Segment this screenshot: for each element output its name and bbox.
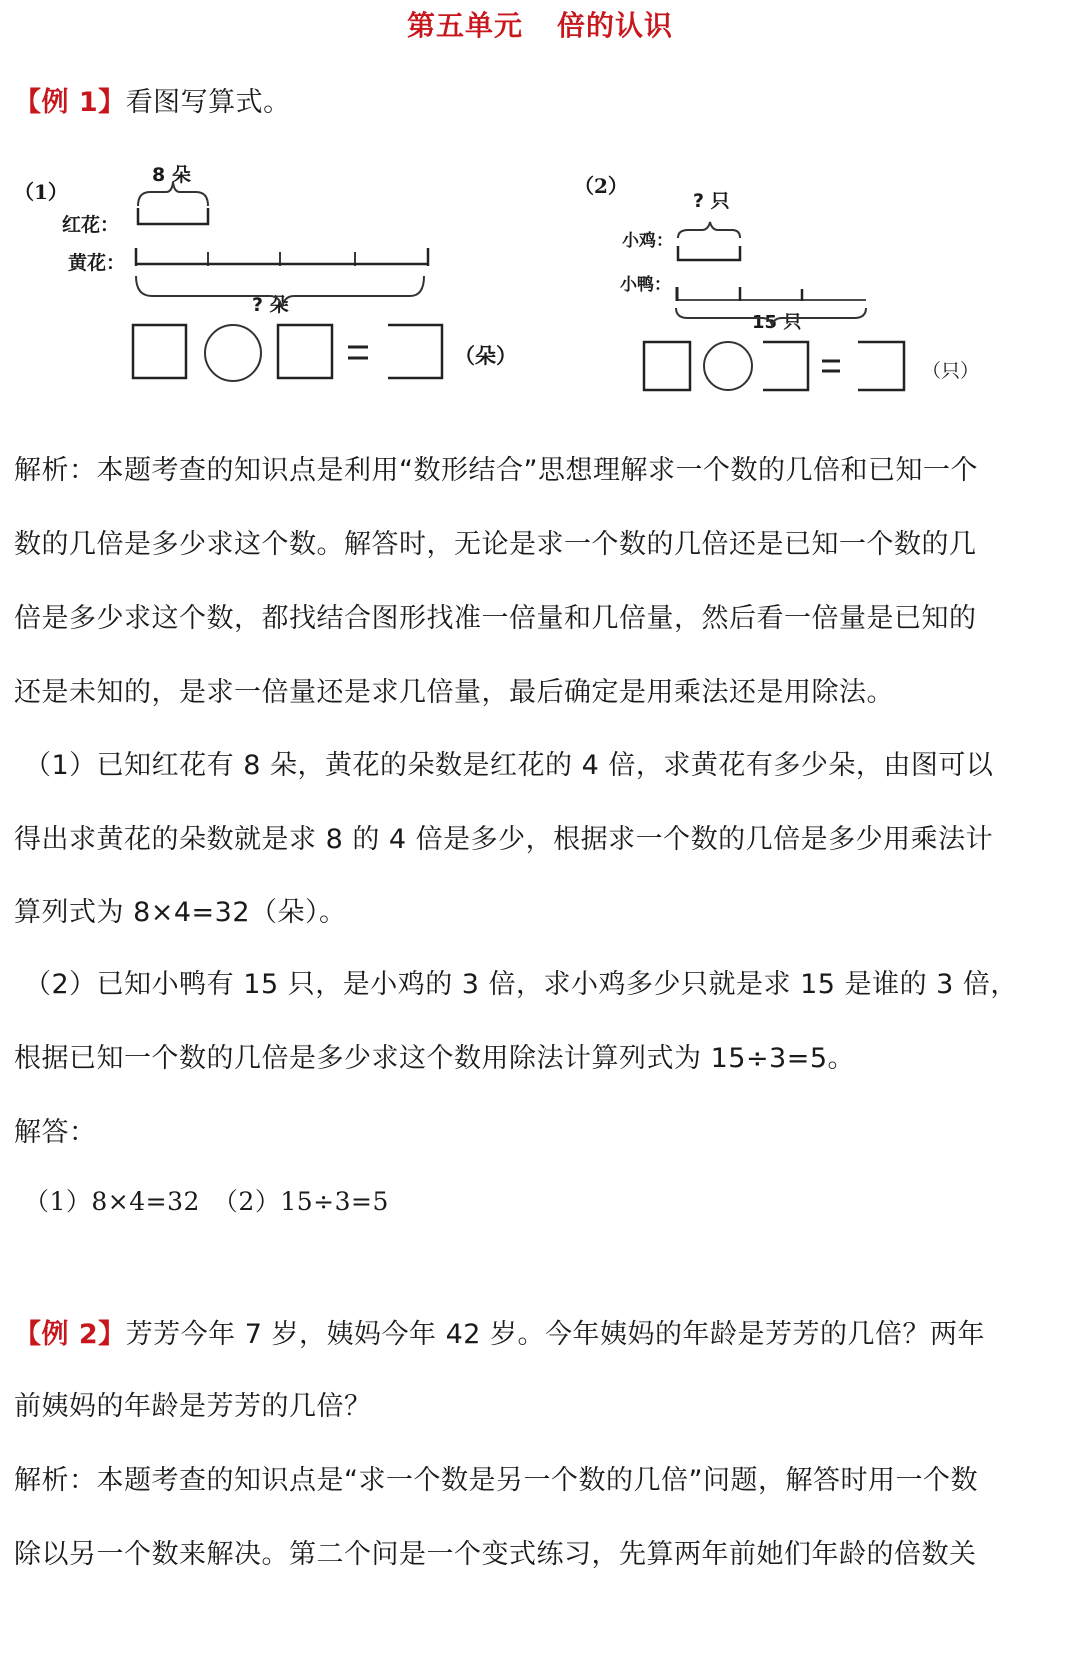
figure1-unit: （朵） <box>454 344 517 368</box>
figure2-row1-label: 小鸡： <box>622 231 673 251</box>
analysis-line: 得出求黄花的朵数就是求 8 的 4 倍是多少，根据求一个数的几倍是多少用乘法计 <box>14 824 994 855</box>
unit-number: 第五单元 <box>406 9 523 42</box>
figure1-row1-label: 红花： <box>62 214 120 236</box>
example2-question-line1: 芳芳今年 7 岁，姨妈今年 42 岁。今年姨妈的年龄是芳芳的几倍？两年 <box>125 1319 986 1350</box>
figure1-top-label: 8 朵 <box>152 164 191 186</box>
figure2-unit: （只） <box>922 360 980 382</box>
answer-text: （1）8×4=32 （2）15÷3=5 <box>24 1187 389 1216</box>
figure2-row2-label: 小鸭： <box>620 275 671 295</box>
analysis-line: 倍是多少求这个数，都找结合图形找准一倍量和几倍量，然后看一倍量是已知的 <box>14 603 977 634</box>
analysis-line: 根据已知一个数的几倍是多少求这个数用除法计算列式为 15÷3=5。 <box>14 1043 856 1074</box>
example2-question-line2: 前姨妈的年龄是芳芳的几倍？ <box>14 1391 372 1422</box>
figure1-bottom-label: ? 朵 <box>252 294 289 316</box>
analysis-line: （2）已知小鸭有 15 只，是小鸡的 3 倍，求小鸡多少只就是求 15 是谁的 3 倍， <box>24 969 1018 1000</box>
example2-heading <box>14 1312 985 1351</box>
figure1-index: （1） <box>14 180 68 204</box>
example1-prompt: 看图写算式。 <box>125 87 291 118</box>
page-title <box>0 4 1080 44</box>
example2-tag: 【例 2】 <box>14 1319 126 1350</box>
analysis-line: 算列式为 8×4=32（朵）。 <box>14 897 347 928</box>
figure1-row2-label: 黄花： <box>68 252 126 274</box>
example1-heading <box>14 80 291 119</box>
figure2-index: （2） <box>574 174 628 198</box>
analysis-line: 数的几倍是多少求这个数。解答时，无论是求一个数的几倍还是已知一个数的几 <box>14 529 977 560</box>
unit-topic: 倍的认识 <box>557 9 674 42</box>
figure2-bar-diagram <box>540 150 1080 410</box>
analysis-line: 解析：本题考查的知识点是利用“数形结合”思想理解求一个数的几倍和已知一个 <box>14 455 978 486</box>
analysis-line: 还是未知的，是求一倍量还是求几倍量，最后确定是用乘法还是用除法。 <box>14 677 894 708</box>
figure2-bottom-label: 15 只 <box>752 312 802 333</box>
analysis-line: （1）已知红花有 8 朵，黄花的朵数是红花的 4 倍，求黄花有多少朵，由图可以 <box>24 750 994 781</box>
example2-analysis-line: 除以另一个数来解决。第二个问是一个变式练习，先算两年前她们年龄的倍数关 <box>14 1539 977 1570</box>
figure2-top-label: ? 只 <box>693 190 730 212</box>
example1-tag: 【例 1】 <box>14 87 126 118</box>
answer-label: 解答： <box>14 1117 97 1148</box>
example2-analysis-line: 解析：本题考查的知识点是“求一个数是另一个数的几倍”问题，解答时用一个数 <box>14 1465 978 1496</box>
